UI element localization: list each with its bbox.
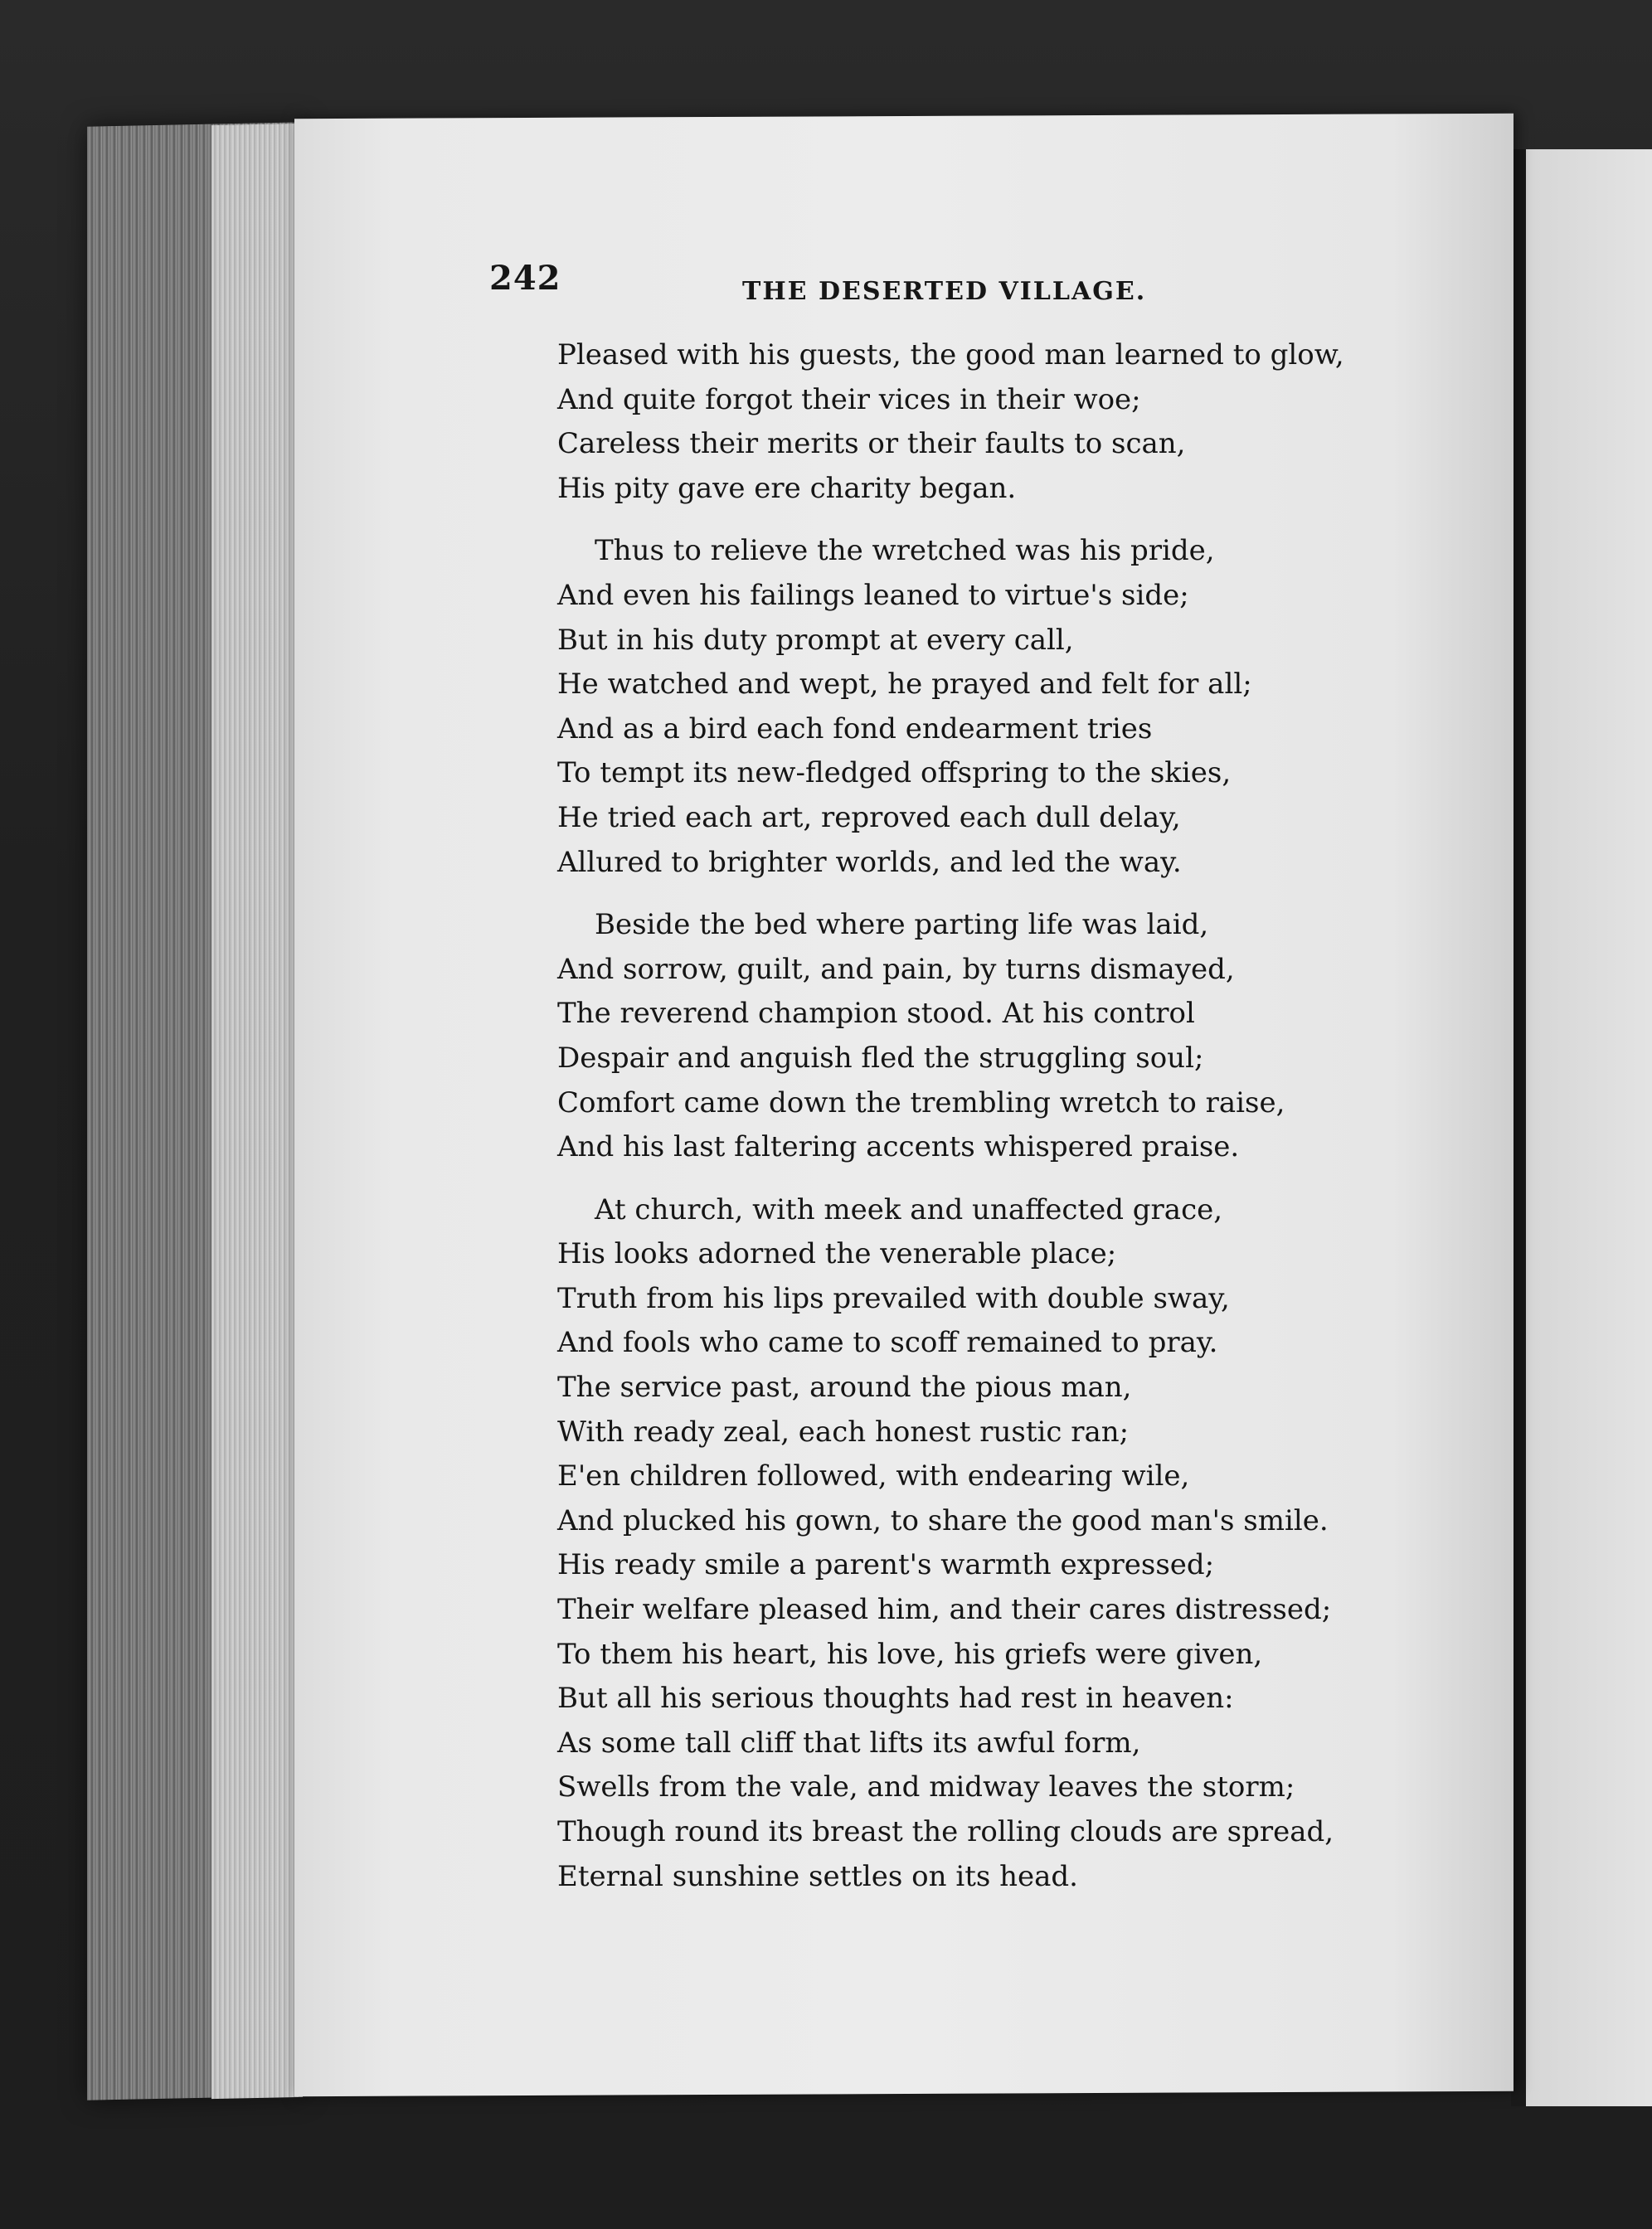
poem-line: As some tall cliff that lifts its awful form, (557, 1726, 1141, 1760)
poem-line: But all his serious thoughts had rest in heaven: (557, 1682, 1234, 1716)
poem-line: He watched and wept, he prayed and felt for all; (557, 668, 1252, 702)
poem-line: His ready smile a parent's warmth expressed; (557, 1548, 1215, 1582)
stanza (557, 903, 1420, 1170)
facing-page (1526, 149, 1652, 2106)
poem-line: Swells from the vale, and midway leaves the storm; (557, 1770, 1295, 1804)
poem-line: His pity gave ere charity began. (557, 471, 1017, 505)
poem-text (557, 333, 1420, 1917)
poem-line: To them his heart, his love, his griefs were given, (557, 1637, 1263, 1671)
poem-line: Allured to brighter worlds, and led the way. (557, 845, 1182, 879)
poem-line: The reverend champion stood. At his control (557, 997, 1195, 1031)
poem-line: At church, with meek and unaffected grace, (595, 1192, 1223, 1226)
stanza (557, 1188, 1420, 1900)
poem-line: And fools who came to scoff remained to pray. (557, 1326, 1218, 1360)
poem-line: He tried each art, reproved each dull delay, (557, 800, 1181, 834)
poem-line: And plucked his gown, to share the good man's smile. (557, 1503, 1329, 1537)
poem-line: E'en children followed, with endearing wile, (557, 1459, 1190, 1493)
poem-line: Their welfare pleased him, and their cares distressed; (557, 1593, 1332, 1627)
poem-line: With ready zeal, each honest rustic ran; (557, 1415, 1130, 1449)
running-head: THE DESERTED VILLAGE. (742, 277, 1147, 306)
poem-line: And his last faltering accents whispered praise. (557, 1130, 1240, 1164)
poem-line: To tempt its new-fledged offspring to the skies, (557, 756, 1232, 790)
poem-line: And sorrow, guilt, and pain, by turns dismayed, (557, 952, 1235, 986)
page-number: 242 (489, 259, 561, 298)
poem-line: Truth from his lips prevailed with double sway, (557, 1281, 1230, 1315)
poem-line: Despair and anguish fled the struggling soul; (557, 1041, 1204, 1075)
page-edges-inner (211, 124, 303, 2099)
poem-line: The service past, around the pious man, (557, 1371, 1132, 1405)
poem-line: Beside the bed where parting life was laid, (595, 908, 1209, 942)
stanza (557, 333, 1420, 511)
poem-line: But in his duty prompt at every call, (557, 623, 1074, 657)
page-header (489, 259, 1518, 308)
poem-line: Thus to relieve the wretched was his pride, (595, 534, 1215, 568)
poem-line: And as a bird each fond endearment tries (557, 711, 1153, 745)
poem-line: Though round its breast the rolling clouds are spread, (557, 1815, 1334, 1848)
poem-line: Comfort came down the trembling wretch to raise, (557, 1085, 1285, 1119)
poem-line: Pleased with his guests, the good man learned to glow, (557, 338, 1344, 372)
stanza (557, 529, 1420, 885)
poem-line: Eternal sunshine settles on its head. (557, 1859, 1078, 1893)
poem-line: Careless their merits or their faults to scan, (557, 427, 1186, 461)
poem-line: And even his failings leaned to virtue's side; (557, 578, 1189, 612)
poem-line: And quite forgot their vices in their woe; (557, 382, 1141, 416)
poem-line: His looks adorned the venerable place; (557, 1237, 1117, 1271)
